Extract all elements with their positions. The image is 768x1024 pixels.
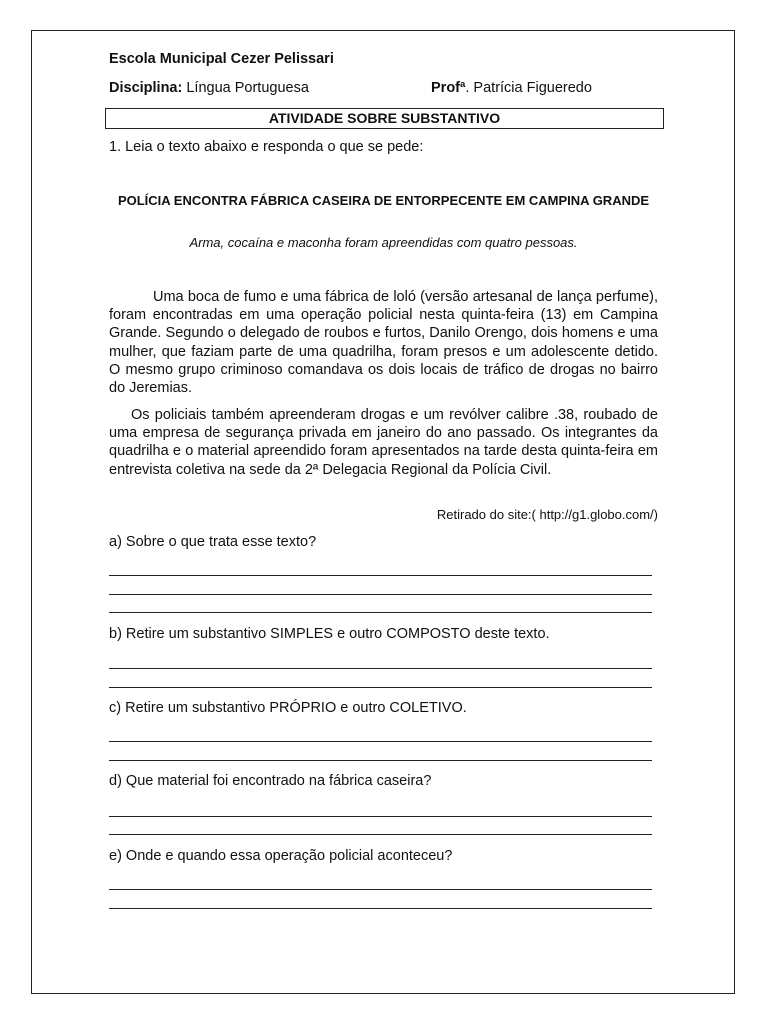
instruction: 1. Leia o texto abaixo e responda o que se pede: — [109, 139, 424, 155]
question-c: c) Retire um substantivo PRÓPRIO e outro COLETIVO. — [109, 700, 467, 716]
article-paragraph-2: Os policiais também apreenderam drogas e um revólver calibre .38, roubado de uma empresa de segurança privada em janeiro do ano passado. Os integrantes da quadrilha e o material apreendido foram apresentados na tarde desta quinta-feira em entrevista coletiva na sede da 2ª Delegacia Regional da Polícia Civil. — [109, 407, 658, 478]
answer-line[interactable] — [109, 834, 652, 835]
answer-line[interactable] — [109, 687, 652, 688]
answer-line[interactable] — [109, 889, 652, 890]
question-a: a) Sobre o que trata esse texto? — [109, 534, 317, 550]
discipline-label: Disciplina: — [109, 80, 183, 96]
article-subheadline: Arma, cocaína e maconha foram apreendidas com quatro pessoas. — [189, 235, 578, 250]
answer-line[interactable] — [109, 668, 652, 669]
discipline-row — [109, 80, 658, 96]
answer-line[interactable] — [109, 908, 652, 909]
activity-title: ATIVIDADE SOBRE SUBSTANTIVO — [105, 108, 664, 129]
answer-line[interactable] — [109, 612, 652, 613]
answer-line[interactable] — [109, 816, 652, 817]
article-paragraph-1: Uma boca de fumo e uma fábrica de loló (versão artesanal de lança perfume), foram encontradas em uma operação policial nesta quinta-feira (13) em Campina Grande. Segundo o delegado de roubos e furtos, Danilo Orengo, dois homens e uma mulher, que faziam parte de uma quadrilha, foram presos e um adolescente detido. O mesmo grupo criminoso comandava os dois locais de tráfico de drogas no bairro do Jeremias. — [109, 289, 658, 397]
answer-line[interactable] — [109, 575, 652, 576]
question-e: e) Onde e quando essa operação policial aconteceu? — [109, 848, 453, 864]
school-name: Escola Municipal Cezer Pelissari — [109, 51, 334, 67]
article-headline: POLÍCIA ENCONTRA FÁBRICA CASEIRA DE ENTORPECENTE EM CAMPINA GRANDE — [117, 193, 650, 208]
teacher-info — [431, 80, 592, 96]
article-source: Retirado do site:( http://g1.globo.com/) — [436, 507, 658, 522]
answer-line[interactable] — [109, 760, 652, 761]
question-b: b) Retire um substantivo SIMPLES e outro COMPOSTO deste texto. — [109, 626, 550, 642]
answer-line[interactable] — [109, 594, 652, 595]
answer-line[interactable] — [109, 741, 652, 742]
discipline-value: Língua Portuguesa — [182, 80, 309, 96]
question-d: d) Que material foi encontrado na fábrica caseira? — [109, 773, 432, 789]
teacher-label: Profª — [431, 80, 466, 96]
teacher-name: . Patrícia Figueredo — [465, 80, 592, 96]
